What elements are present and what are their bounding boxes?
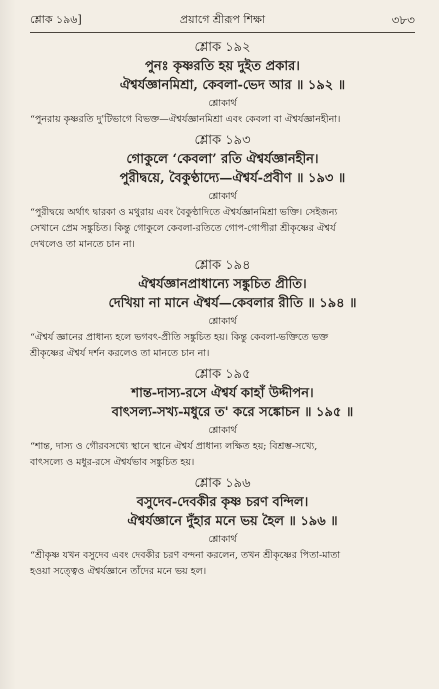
sloka-heading: শ্লোক ১৯২ bbox=[194, 40, 251, 55]
verse-line: ঐশ্বর্যজ্ঞানপ্রাধান্যে সঙ্কুচিত প্রীতি। bbox=[138, 277, 307, 292]
verse-line: বাৎসল্য-সখ্য-মধুরে ত' করে সঙ্কোচন ॥ ১৯৫ ॥ bbox=[111, 405, 354, 420]
meaning-line: “পুনরায় কৃষ্ণরতি দু'টিভাগে বিভক্ত—ঐশ্বর্যজ্ঞানমিশ্রা এবং কেবলা বা ঐশ্বর্যজ্ঞানহীনা। bbox=[30, 114, 341, 125]
meaning-label: শ্লোকার্থ bbox=[208, 534, 237, 545]
meaning-paragraph bbox=[30, 205, 415, 253]
sloka-heading: শ্লোক ১৯৩ bbox=[194, 133, 251, 148]
meaning-line: হওয়া সত্ত্বেও ঐশ্বর্যজ্ঞানে তাঁদের মনে ভয় হল। bbox=[30, 566, 207, 577]
meaning-paragraph bbox=[30, 548, 415, 580]
verse-line: পুরীদ্বয়ে, বৈকুণ্ঠাদ্যে—ঐশ্বর্য-প্রবীণ ॥ ১৯৩ ॥ bbox=[119, 171, 346, 186]
meaning-paragraph bbox=[30, 439, 415, 471]
meaning-label: শ্লোকার্থ bbox=[208, 316, 237, 327]
header-page-number: ৩৮৩ bbox=[391, 13, 415, 27]
page-header bbox=[30, 10, 415, 30]
meaning-paragraph bbox=[30, 330, 415, 362]
verse-line: শান্ত-দাস্য-রসে ঐশ্বর্য কাহাঁ উদ্দীপন। bbox=[131, 386, 314, 401]
meaning-line: “শ্রীকৃষ্ণ যখন বসুদেব এবং দেবকীর চরণ বন্দনা করলেন, তখন শ্রীকৃষ্ণের পিতা-মাতা bbox=[30, 550, 341, 561]
meaning-paragraph bbox=[30, 112, 415, 128]
meaning-line: সেখানে প্রেম সঙ্কুচিত। কিন্তু গোকুলে কেবলা-রতিতে গোপ-গোপীরা শ্রীকৃষ্ণের ঐশ্বর্য bbox=[30, 223, 336, 234]
meaning-label: শ্লোকার্থ bbox=[208, 98, 237, 109]
verse-line: বসুদেব-দেবকীর কৃষ্ণ চরণ বন্দিল। bbox=[136, 495, 309, 510]
meaning-line: দেখলেও তা মানতে চান না। bbox=[30, 239, 135, 250]
verse-line: পুনঃ কৃষ্ণরতি হয় দুইত প্রকার। bbox=[145, 59, 300, 74]
sloka-section-193 bbox=[30, 132, 415, 253]
sloka-section-194 bbox=[30, 257, 415, 362]
sloka-heading: শ্লোক ১৯৪ bbox=[194, 258, 251, 273]
meaning-line: শ্রীকৃষ্ণের ঐশ্বর্য দর্শন করলেও তা মানতে চান না। bbox=[30, 348, 210, 359]
verse-line: ঐশ্বর্যজ্ঞানমিশ্রা, কেবলা-ভেদ আর ॥ ১৯২ ॥ bbox=[119, 78, 346, 93]
meaning-label: শ্লোকার্থ bbox=[208, 191, 237, 202]
meaning-line: “পুরীদ্বয়ে অর্থাৎ দ্বারকা ও মথুরায় এবং বৈকুণ্ঠাদিতে ঐশ্বর্যজ্ঞানমিশ্রা ভক্তি। সেইজন্য bbox=[30, 207, 338, 218]
meaning-label: শ্লোকার্থ bbox=[208, 425, 237, 436]
meaning-line: “ঐশ্বর্য জ্ঞানের প্রাধান্য হলে ভগবৎ-প্রীতি সঙ্কুচিত হয়। কিন্তু কেবলা-ভক্তিতে ভক্ত bbox=[30, 332, 329, 343]
header-chapter-title: প্রয়াগে শ্রীরূপ শিক্ষা bbox=[179, 13, 266, 26]
sloka-section-196 bbox=[30, 475, 415, 580]
header-rule bbox=[30, 32, 415, 33]
sloka-section-195 bbox=[30, 366, 415, 471]
header-sloka-range: শ্লোক ১৯৬] bbox=[30, 13, 82, 26]
verse-line: গোকুলে ‘কেবলা’ রতি ঐশ্বর্যজ্ঞানহীন। bbox=[126, 152, 319, 167]
meaning-line: বাৎসল্যে ও মধুর-রসে ঐশ্বর্যভাব সঙ্কুচিত হয়। bbox=[30, 457, 195, 468]
sloka-heading: শ্লোক ১৯৫ bbox=[194, 367, 251, 382]
verse-line: ঐশ্বর্যজ্ঞানে দুঁহার মনে ভয় হৈল ॥ ১৯৬ ॥ bbox=[127, 514, 338, 529]
sloka-heading: শ্লোক ১৯৬ bbox=[194, 476, 251, 491]
meaning-line: “শান্ত, দাস্য ও গৌরবসখ্যে স্থানে স্থানে ঐশ্বর্য প্রাধান্য লক্ষিত হয়; বিশ্রম্ভ-সখ্যে, bbox=[30, 441, 318, 452]
sloka-section-192 bbox=[30, 39, 415, 128]
verse-line: দেখিয়া না মানে ঐশ্বর্য—কেবলার রীতি ॥ ১৯৪ ॥ bbox=[108, 296, 357, 311]
